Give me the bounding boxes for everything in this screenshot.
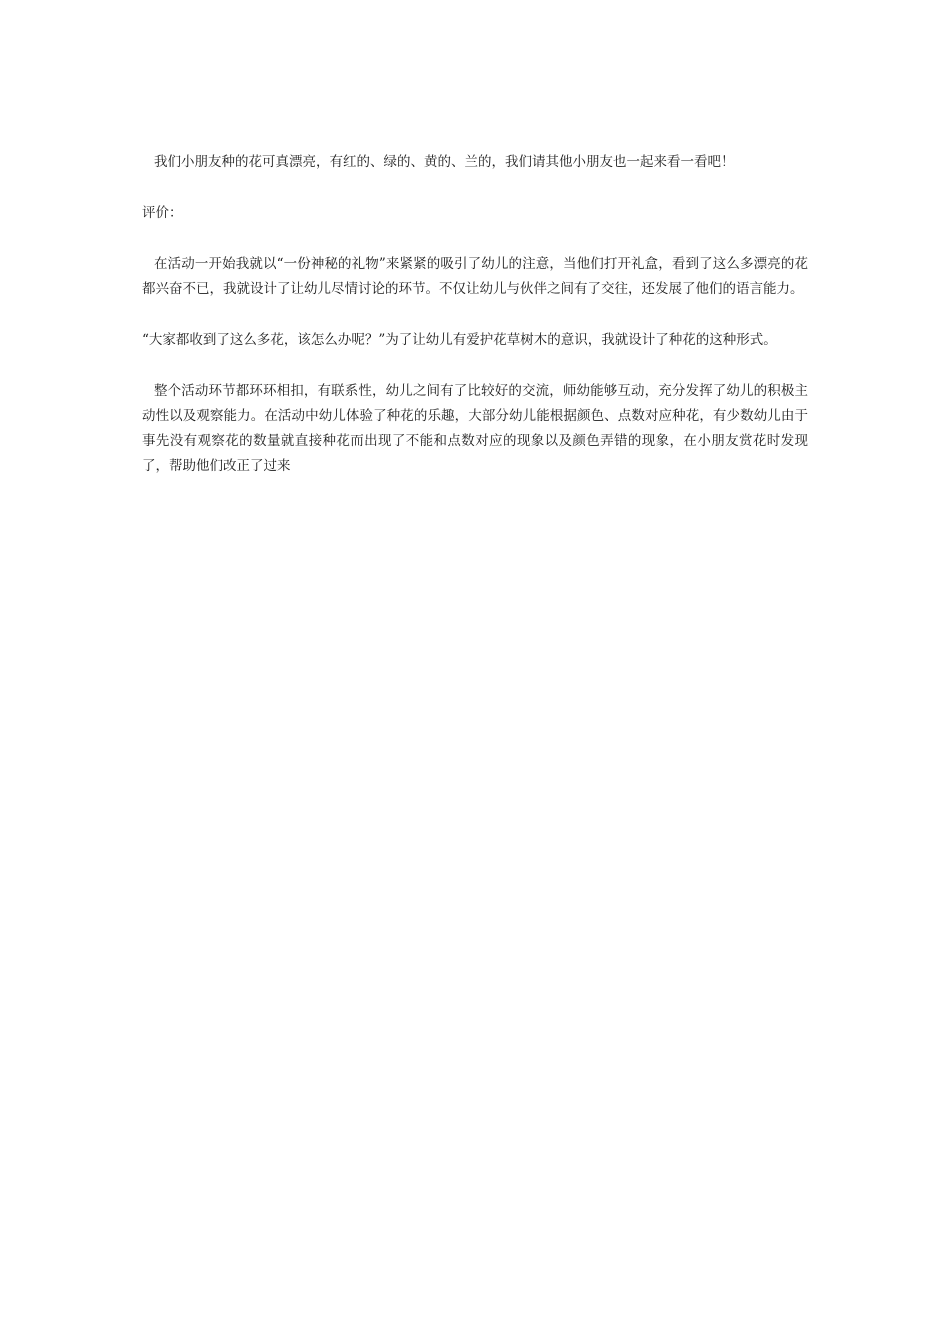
paragraph-evaluation-3: 整个活动环节都环环相扣，有联系性，幼儿之间有了比较好的交流，师幼能够互动，充分发挥了幼儿的积极主动性以及观察能力。在活动中幼儿体验了种花的乐趣，大部分幼儿能根据颜色、点数对应种花，有少数幼儿由于事先没有观察花的数量就直接种花而出现了不能和点数对应的现象以及颜色弄错的现象，在小朋友赏花时发现了，帮助他们改正了过来 bbox=[142, 383, 808, 474]
document-body bbox=[142, 150, 808, 505]
paragraph-evaluation-heading: 评价： bbox=[142, 205, 183, 221]
paragraph-evaluation-1: 在活动一开始我就以“一份神秘的礼物”来紧紧的吸引了幼儿的注意，当他们打开礼盒，看到了这么多漂亮的花都兴奋不已，我就设计了让幼儿尽情讨论的环节。不仅让幼儿与伙伴之间有了交往，还发展了他们的语言能力。 bbox=[142, 256, 808, 297]
paragraph-intro: 我们小朋友种的花可真漂亮，有红的、绿的、黄的、兰的，我们请其他小朋友也一起来看一看吧！ bbox=[154, 154, 735, 170]
paragraph-evaluation-2: “大家都收到了这么多花，该怎么办呢？”为了让幼儿有爱护花草树木的意识，我就设计了种花的这种形式。 bbox=[142, 332, 777, 348]
